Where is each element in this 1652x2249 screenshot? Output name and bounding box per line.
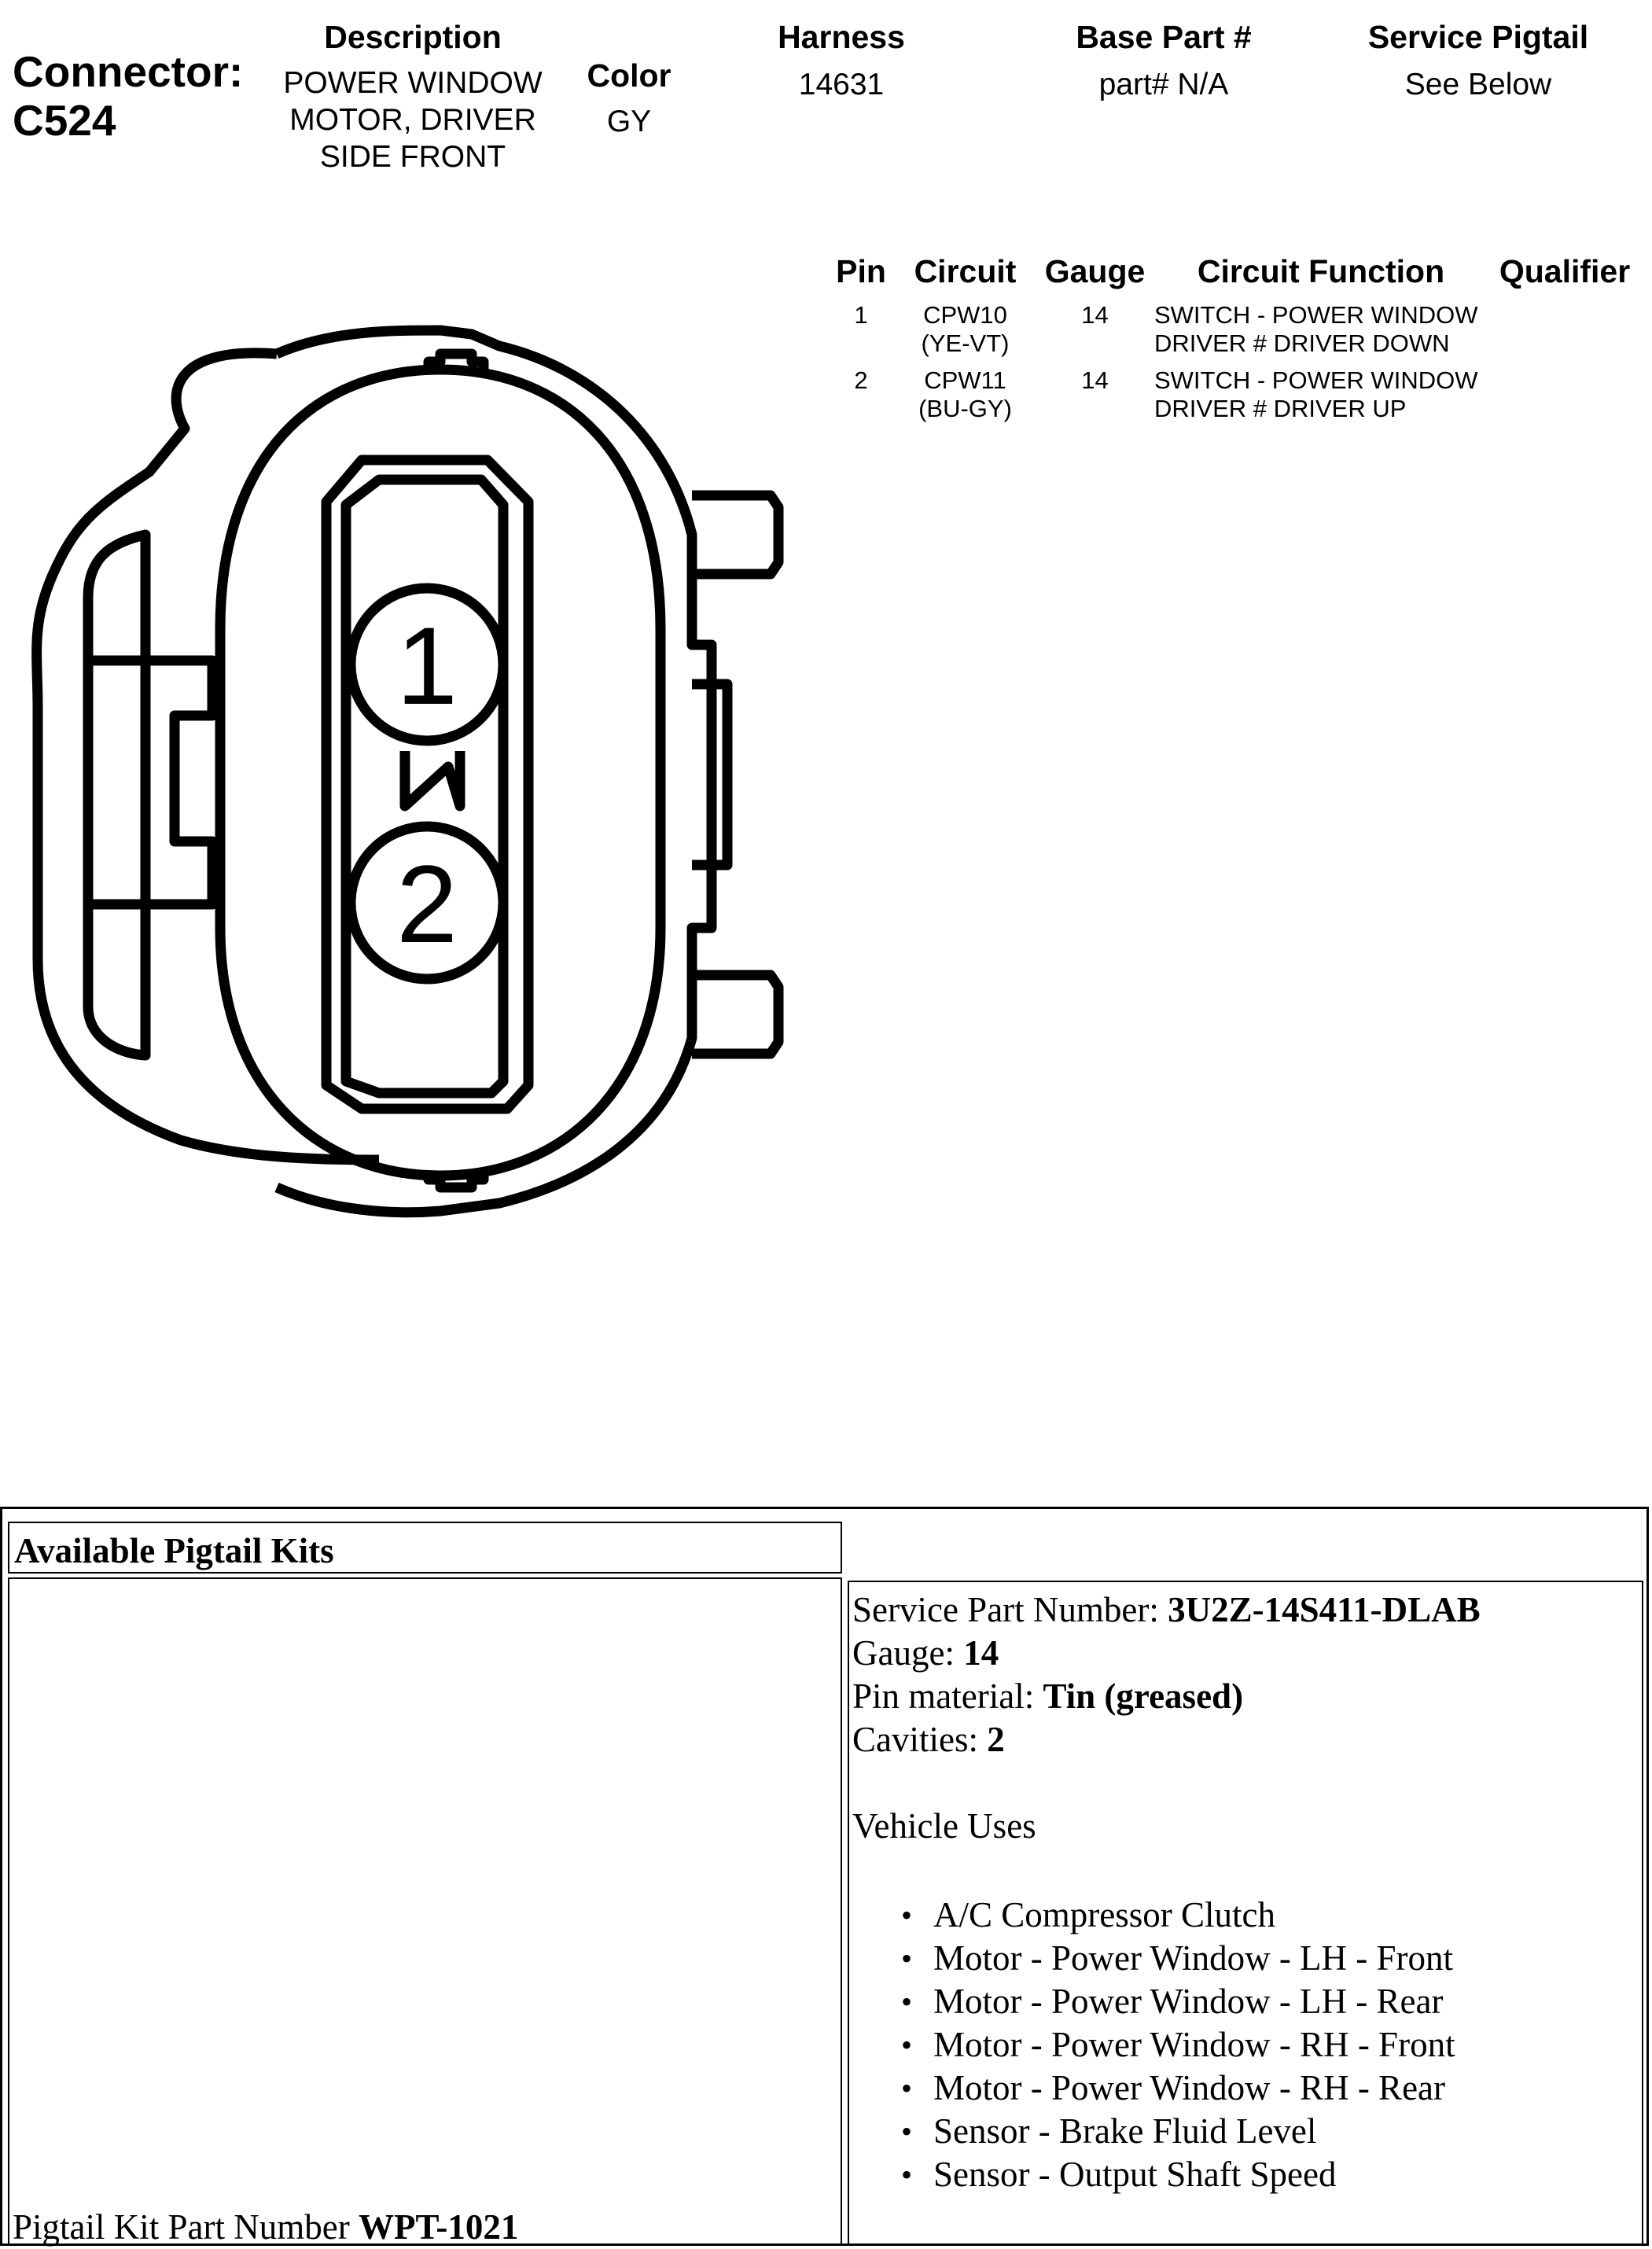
pigtail-title: Available Pigtail Kits: [14, 1531, 334, 1570]
harness-value: 14631: [798, 68, 885, 101]
vehicle-use-item: • Motor - Power Window - RH - Front: [892, 2023, 1639, 2067]
pigtail-kit-line: [13, 2206, 518, 2249]
service-pigtail-header: Service Pigtail: [1367, 19, 1589, 55]
harness-header: Harness: [778, 19, 905, 55]
vehicle-uses-title: Vehicle Uses: [852, 1806, 1036, 1846]
right-tab-bottom: [692, 975, 778, 1054]
gauge-value: 14: [963, 1633, 999, 1673]
vehicle-use-item: • Motor - Power Window - LH - Front: [892, 1937, 1639, 1980]
pin-2-function: [1154, 366, 1492, 423]
pin-1-function-line-2: DRIVER # DRIVER DOWN: [1154, 329, 1450, 357]
right-tab-top: [692, 495, 778, 574]
description-line-3: SIDE FRONT: [319, 140, 506, 174]
pin-1-function-line-1: SWITCH - POWER WINDOW: [1154, 301, 1478, 329]
gauge-column-header: Gauge: [1044, 253, 1146, 289]
vehicle-uses-list: [892, 1894, 1639, 2196]
service-part-number: 3U2Z-14S411-DLAB: [1168, 1590, 1481, 1629]
color-header: Color: [587, 57, 671, 94]
function-column-header: Circuit Function: [1197, 253, 1445, 289]
pin-2-gauge: 14: [1081, 366, 1109, 394]
vehicle-use-item: • Sensor - Brake Fluid Level: [892, 2110, 1639, 2153]
vehicle-use-item: • Motor - Power Window - LH - Rear: [892, 1980, 1639, 2023]
cavities-value: 2: [987, 1720, 1005, 1759]
pin-1-circuit-color: (YE-VT): [921, 329, 1010, 357]
pin-column-header: Pin: [836, 253, 886, 289]
pin-1-label: 1: [396, 604, 458, 727]
connector-face-diagram: [0, 299, 818, 1290]
pin-material-label: Pin material:: [852, 1677, 1043, 1716]
cavities-label: Cavities:: [852, 1720, 988, 1759]
description-line-2: MOTOR, DRIVER: [289, 103, 536, 137]
pigtail-kit-number: WPT-1021: [358, 2207, 519, 2247]
pigtail-details-cell: [848, 1581, 1643, 2246]
description-header: Description: [324, 19, 502, 55]
pigtail-kit-label: Pigtail Kit Part Number: [13, 2207, 359, 2247]
pin-2-circuit-color: (BU-GY): [918, 395, 1012, 422]
circuit-column-header: Circuit: [914, 253, 1017, 289]
left-latch-inner: [88, 535, 145, 1055]
pin-2-circuit-code: CPW11: [924, 366, 1006, 394]
pin-2-function-line-1: SWITCH - POWER WINDOW: [1154, 366, 1478, 394]
vehicle-use-item: • A/C Compressor Clutch: [892, 1894, 1639, 1937]
qualifier-column-header: Qualifier: [1499, 253, 1631, 289]
pigtail-title-cell: [8, 1522, 842, 1574]
service-part-line: [852, 1588, 1639, 1632]
pin-1-circuit: [900, 301, 1030, 358]
cavities-line: [852, 1718, 1639, 1761]
pin-2-label: 2: [396, 842, 458, 966]
pin-2-function-line-2: DRIVER # DRIVER UP: [1154, 395, 1407, 422]
pin-divider: [405, 751, 460, 806]
pin-2-number: 2: [854, 366, 868, 394]
pin-1-circuit-code: CPW10: [923, 301, 1007, 329]
pin-1-function: [1154, 301, 1492, 358]
color-value: GY: [606, 105, 652, 138]
pin-material-line: [852, 1675, 1639, 1718]
pin-1-number: 1: [854, 301, 868, 329]
service-part-label: Service Part Number:: [852, 1590, 1168, 1629]
base-part-header: Base Part #: [1076, 19, 1252, 55]
connector-label: Connector:: [13, 47, 244, 96]
connector-id: C524: [13, 96, 116, 145]
vehicle-use-item: • Sensor - Output Shaft Speed: [892, 2153, 1639, 2196]
description-value: [256, 64, 570, 175]
vehicle-use-item: • Motor - Power Window - RH - Rear: [892, 2067, 1639, 2110]
gauge-line: [852, 1632, 1639, 1675]
gauge-label: Gauge:: [852, 1633, 964, 1673]
base-part-value: part# N/A: [1098, 68, 1229, 101]
description-line-1: POWER WINDOW: [283, 66, 543, 100]
pin-material-value: Tin (greased): [1043, 1677, 1244, 1716]
pin-2-circuit: [900, 366, 1030, 423]
pin-1-gauge: 14: [1081, 301, 1109, 329]
service-pigtail-value: See Below: [1404, 68, 1552, 101]
pigtail-kit-cell: [8, 1577, 842, 2246]
